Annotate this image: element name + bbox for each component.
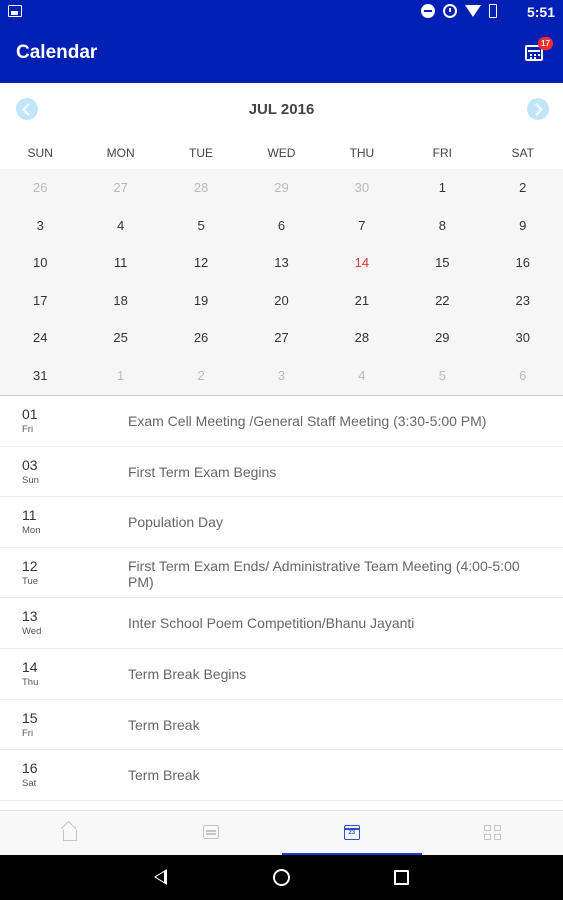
tab-notice[interactable] — [141, 811, 282, 856]
event-day-number: 13 — [22, 608, 38, 625]
event-date — [22, 406, 72, 436]
calendar-week-row — [0, 282, 563, 320]
calendar-day[interactable]: 27 — [274, 330, 289, 345]
calendar-day[interactable]: 6 — [277, 217, 286, 233]
calendar-week-row — [0, 357, 563, 395]
calendar-day[interactable]: 28 — [193, 180, 209, 195]
event-title: Population Day — [128, 514, 223, 531]
event-date — [22, 457, 72, 487]
calendar-day[interactable]: 7 — [358, 217, 366, 233]
event-day-name: Thu — [22, 676, 39, 688]
event-title: Term Break — [128, 716, 200, 733]
event-list-item[interactable] — [0, 396, 563, 447]
event-day-number: 16 — [22, 760, 38, 777]
calendar-day[interactable]: 1 — [117, 367, 125, 383]
calendar-day-today[interactable]: 14 — [354, 255, 370, 270]
month-title: JUL 2016 — [248, 101, 315, 118]
app-bar — [0, 24, 563, 83]
event-date — [22, 710, 72, 740]
calendar-day[interactable]: 15 — [435, 255, 450, 270]
calendar-day[interactable]: 10 — [32, 255, 48, 270]
event-title: First Term Exam Begins — [128, 463, 277, 480]
event-day-name: Mon — [22, 525, 41, 537]
calendar-day[interactable]: 12 — [193, 255, 209, 270]
calendar-day[interactable]: 29 — [274, 180, 289, 195]
calendar-day[interactable]: 3 — [36, 217, 44, 233]
event-day-name: Fri — [22, 424, 34, 435]
status-bar — [0, 0, 563, 24]
calendar-week-row — [0, 169, 563, 207]
system-nav-bar — [0, 855, 563, 900]
weekday-label: WED — [267, 146, 296, 160]
calendar-day[interactable]: 16 — [515, 255, 530, 270]
weekday-label: TUE — [189, 146, 214, 160]
calendar-day[interactable]: 28 — [354, 330, 370, 345]
image-icon — [8, 5, 22, 17]
weekday-label: SAT — [511, 146, 534, 160]
dnd-icon — [421, 4, 435, 18]
notice-icon — [203, 825, 219, 839]
event-list-item[interactable] — [0, 700, 563, 751]
calendar-week-row — [0, 319, 563, 357]
calendar-week-row — [0, 244, 563, 282]
calendar-day[interactable]: 23 — [515, 292, 530, 308]
event-day-number: 01 — [22, 406, 38, 422]
calendar-day[interactable]: 2 — [519, 180, 527, 195]
calendar-day[interactable]: 2 — [197, 367, 205, 383]
weekday-label: SUN — [27, 146, 53, 160]
calendar-day[interactable]: 19 — [193, 292, 209, 308]
calendar-day[interactable]: 5 — [438, 367, 446, 383]
calendar-day[interactable]: 31 — [32, 367, 48, 383]
calendar-day[interactable]: 9 — [519, 217, 527, 233]
calendar-day[interactable]: 29 — [435, 330, 450, 345]
event-date — [22, 507, 72, 537]
event-day-number: 03 — [22, 456, 38, 473]
weekday-label: THU — [349, 146, 375, 160]
alarm-icon — [443, 4, 457, 18]
calendar-day[interactable]: 30 — [515, 330, 530, 345]
calendar-day[interactable]: 4 — [117, 217, 125, 233]
event-list-item[interactable] — [0, 497, 563, 548]
calendar-button[interactable] — [525, 39, 550, 65]
event-day-number: 14 — [22, 658, 38, 675]
calendar-day[interactable]: 20 — [274, 292, 289, 308]
weekday-label: MON — [106, 146, 135, 160]
event-title: Term Break — [128, 767, 200, 784]
bottom-nav — [0, 810, 563, 856]
tab-menu[interactable] — [422, 811, 563, 856]
calendar-day[interactable]: 5 — [197, 217, 205, 233]
event-list-item[interactable] — [0, 548, 563, 599]
recents-icon[interactable] — [394, 870, 409, 885]
calendar-day[interactable]: 4 — [358, 367, 366, 383]
event-list-item[interactable] — [0, 598, 563, 649]
calendar-day[interactable]: 17 — [32, 292, 48, 308]
event-day-name: Fri — [22, 727, 34, 739]
calendar-day[interactable]: 6 — [519, 367, 527, 383]
event-date — [22, 608, 72, 638]
calendar-day[interactable]: 27 — [113, 180, 128, 195]
calendar-day[interactable]: 22 — [435, 292, 450, 308]
calendar-day[interactable]: 3 — [277, 367, 286, 383]
calendar-day[interactable]: 13 — [274, 255, 289, 270]
event-day-name: Sat — [22, 778, 37, 790]
event-date — [22, 659, 72, 689]
event-list-item[interactable] — [0, 447, 563, 498]
month-header — [0, 83, 563, 137]
calendar-day[interactable]: 1 — [438, 180, 446, 195]
event-date — [22, 760, 72, 790]
calendar-day[interactable]: 25 — [113, 330, 128, 345]
event-day-number: 12 — [22, 557, 38, 574]
notification-badge: 17 — [538, 37, 553, 50]
grid-icon — [484, 825, 502, 841]
event-date — [22, 558, 72, 588]
calendar-week-row — [0, 207, 563, 245]
event-list — [0, 396, 563, 810]
calendar-tab-label: 23 — [348, 830, 356, 836]
event-list-item[interactable] — [0, 649, 563, 700]
event-day-name: Wed — [22, 626, 42, 638]
tab-home[interactable] — [0, 811, 141, 856]
weekday-header — [0, 137, 563, 169]
event-day-number: 15 — [22, 709, 38, 726]
event-day-name: Sun — [22, 474, 39, 486]
tab-calendar[interactable] — [282, 811, 423, 856]
calendar-day[interactable]: 8 — [438, 217, 446, 233]
home-button-icon[interactable] — [273, 869, 290, 886]
calendar-day[interactable]: 21 — [354, 292, 370, 308]
calendar-day[interactable]: 26 — [32, 180, 48, 195]
event-title: First Term Exam Ends/ Administrative Team Meeting (4:00-5:00 PM) — [128, 557, 520, 590]
wifi-icon — [465, 5, 481, 17]
calendar-grid — [0, 169, 563, 396]
calendar-day[interactable]: 26 — [193, 330, 209, 345]
status-time: 5:51 — [526, 4, 555, 20]
event-title: Inter School Poem Competition/Bhanu Jayanti — [128, 615, 415, 632]
weekday-label: FRI — [432, 146, 452, 160]
event-day-name: Tue — [22, 575, 39, 587]
page-title: Calendar — [16, 42, 98, 63]
back-icon[interactable] — [154, 869, 167, 885]
home-icon — [63, 830, 77, 841]
event-day-number: 11 — [22, 507, 37, 524]
event-title: Term Break Begins — [128, 665, 247, 682]
calendar-icon — [344, 825, 360, 840]
event-list-item[interactable] — [0, 750, 563, 801]
battery-icon — [489, 4, 497, 18]
calendar-day[interactable]: 30 — [354, 180, 370, 195]
calendar-day[interactable]: 18 — [113, 292, 128, 308]
event-title: Exam Cell Meeting /General Staff Meeting (3:30-5:00 PM) — [128, 413, 487, 429]
arrow-right-icon — [530, 103, 543, 116]
calendar-day[interactable]: 24 — [32, 330, 48, 345]
calendar-day[interactable]: 11 — [113, 255, 128, 270]
next-month-button[interactable] — [527, 98, 549, 120]
